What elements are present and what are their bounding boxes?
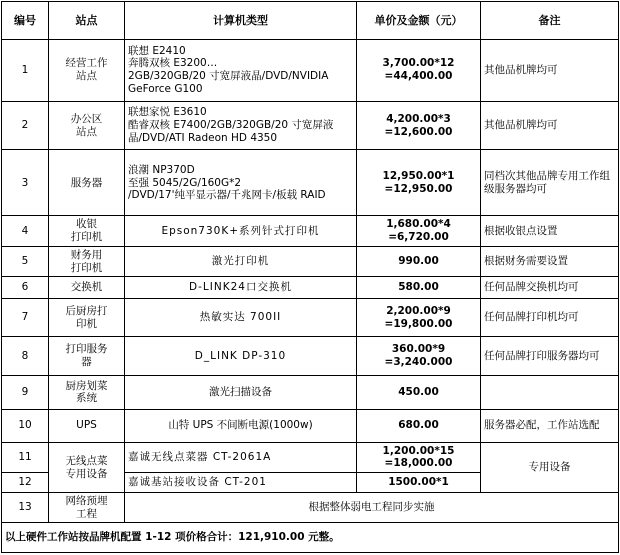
row-price: 580.00 (357, 277, 481, 298)
row-price: 360.00*9 =3,240.000 (357, 337, 481, 376)
header-no: 编号 (2, 2, 49, 40)
total-summary: 以上硬件工作站按品牌机配置 1-12 项价格合计：121,910.00 元整。 (2, 523, 619, 553)
row-no: 6 (2, 277, 49, 298)
table-row (2, 39, 619, 101)
row-no: 3 (2, 150, 49, 216)
row-type: 联想家悦 E3610 酷睿双核 E7400/2GB/320GB/20 寸宽屏液晶/DVD/ATI Radeon HD 4350 (125, 101, 357, 150)
table-row (2, 443, 619, 472)
row-no: 4 (2, 216, 49, 246)
total-row (2, 523, 619, 553)
row-price: 4,200.00*3 =12,600.00 (357, 101, 481, 150)
row-price: 1,200.00*15 =18,000.00 (357, 443, 481, 472)
row-no: 1 (2, 39, 49, 101)
table-row (2, 409, 619, 443)
header-row (2, 2, 619, 40)
row-site: 收银 打印机 (49, 216, 125, 246)
header-site: 站点 (49, 2, 125, 40)
row-site: 打印服务 器 (49, 337, 125, 376)
row-type: 嘉诚基站接收设备 CT-201 (125, 472, 357, 492)
row-site: 后厨房打 印机 (49, 298, 125, 337)
row-no: 9 (2, 376, 49, 410)
row-no: 7 (2, 298, 49, 337)
row-note: 根据财务需要设置 (481, 246, 619, 276)
row-price: 1,680.00*4 =6,720.00 (357, 216, 481, 246)
row-note: 根据收银点设置 (481, 216, 619, 246)
row-type: 根据整体弱电工程同步实施 (125, 492, 619, 522)
row-price: 680.00 (357, 409, 481, 443)
row-type: 联想 E2410 奔腾双核 E3200… 2GB/320GB/20 寸宽屏液晶/DVD/NVIDIA GeForce G100 (125, 39, 357, 101)
row-site: 办公区 站点 (49, 101, 125, 150)
table-row (2, 216, 619, 246)
row-price: 990.00 (357, 246, 481, 276)
table-row (2, 298, 619, 337)
row-no: 12 (2, 472, 49, 492)
row-type: D-LINK24口交换机 (125, 277, 357, 298)
row-note: 任何品牌打印机均可 (481, 298, 619, 337)
row-price: 1500.00*1 (357, 472, 481, 492)
row-note: 服务器必配，工作站选配 (481, 409, 619, 443)
table-row (2, 277, 619, 298)
table-row (2, 101, 619, 150)
table-row (2, 150, 619, 216)
row-no: 10 (2, 409, 49, 443)
row-note: 同档次其他品牌专用工作组级服务器均可 (481, 150, 619, 216)
row-type: 激光扫描设备 (125, 376, 357, 410)
row-type: Epson730K+系列针式打印机 (125, 216, 357, 246)
header-note: 备注 (481, 2, 619, 40)
row-site: 网络预埋 工程 (49, 492, 125, 522)
row-type: 激光打印机 (125, 246, 357, 276)
row-note (481, 376, 619, 410)
row-note: 任何品牌交换机均可 (481, 277, 619, 298)
row-site: 服务器 (49, 150, 125, 216)
table-row (2, 337, 619, 376)
row-site: 厨房划菜 系统 (49, 376, 125, 410)
row-type: D_LINK DP-310 (125, 337, 357, 376)
row-site: 交换机 (49, 277, 125, 298)
row-no: 11 (2, 443, 49, 472)
table-row (2, 246, 619, 276)
row-type: 浪潮 NP370D 至强 5045/2G/160G*2 /DVD/17'纯平显示器/千兆网卡/板载 RAID (125, 150, 357, 216)
table-row (2, 492, 619, 522)
row-note: 任何品牌打印服务器均可 (481, 337, 619, 376)
table-row (2, 376, 619, 410)
row-no: 2 (2, 101, 49, 150)
row-note: 其他品机牌均可 (481, 101, 619, 150)
row-site: 财务用 打印机 (49, 246, 125, 276)
row-type: 嘉诚无线点菜器 CT-2061A (125, 443, 357, 472)
row-no: 8 (2, 337, 49, 376)
row-note: 专用设备 (481, 443, 619, 493)
row-note: 其他品机牌均可 (481, 39, 619, 101)
row-price: 2,200.00*9 =19,800.00 (357, 298, 481, 337)
row-type: 山特 UPS 不间断电源(1000w) (125, 409, 357, 443)
header-type: 计算机类型 (125, 2, 357, 40)
row-type: 热敏实达 700II (125, 298, 357, 337)
row-no: 13 (2, 492, 49, 522)
row-price: 3,700.00*12 =44,400.00 (357, 39, 481, 101)
row-price: 12,950.00*1 =12,950.00 (357, 150, 481, 216)
row-no: 5 (2, 246, 49, 276)
row-site: UPS (49, 409, 125, 443)
header-price: 单价及金额（元） (357, 2, 481, 40)
row-site: 无线点菜 专用设备 (49, 443, 125, 493)
row-price: 450.00 (357, 376, 481, 410)
row-site: 经营工作 站点 (49, 39, 125, 101)
hardware-config-table (1, 1, 619, 553)
